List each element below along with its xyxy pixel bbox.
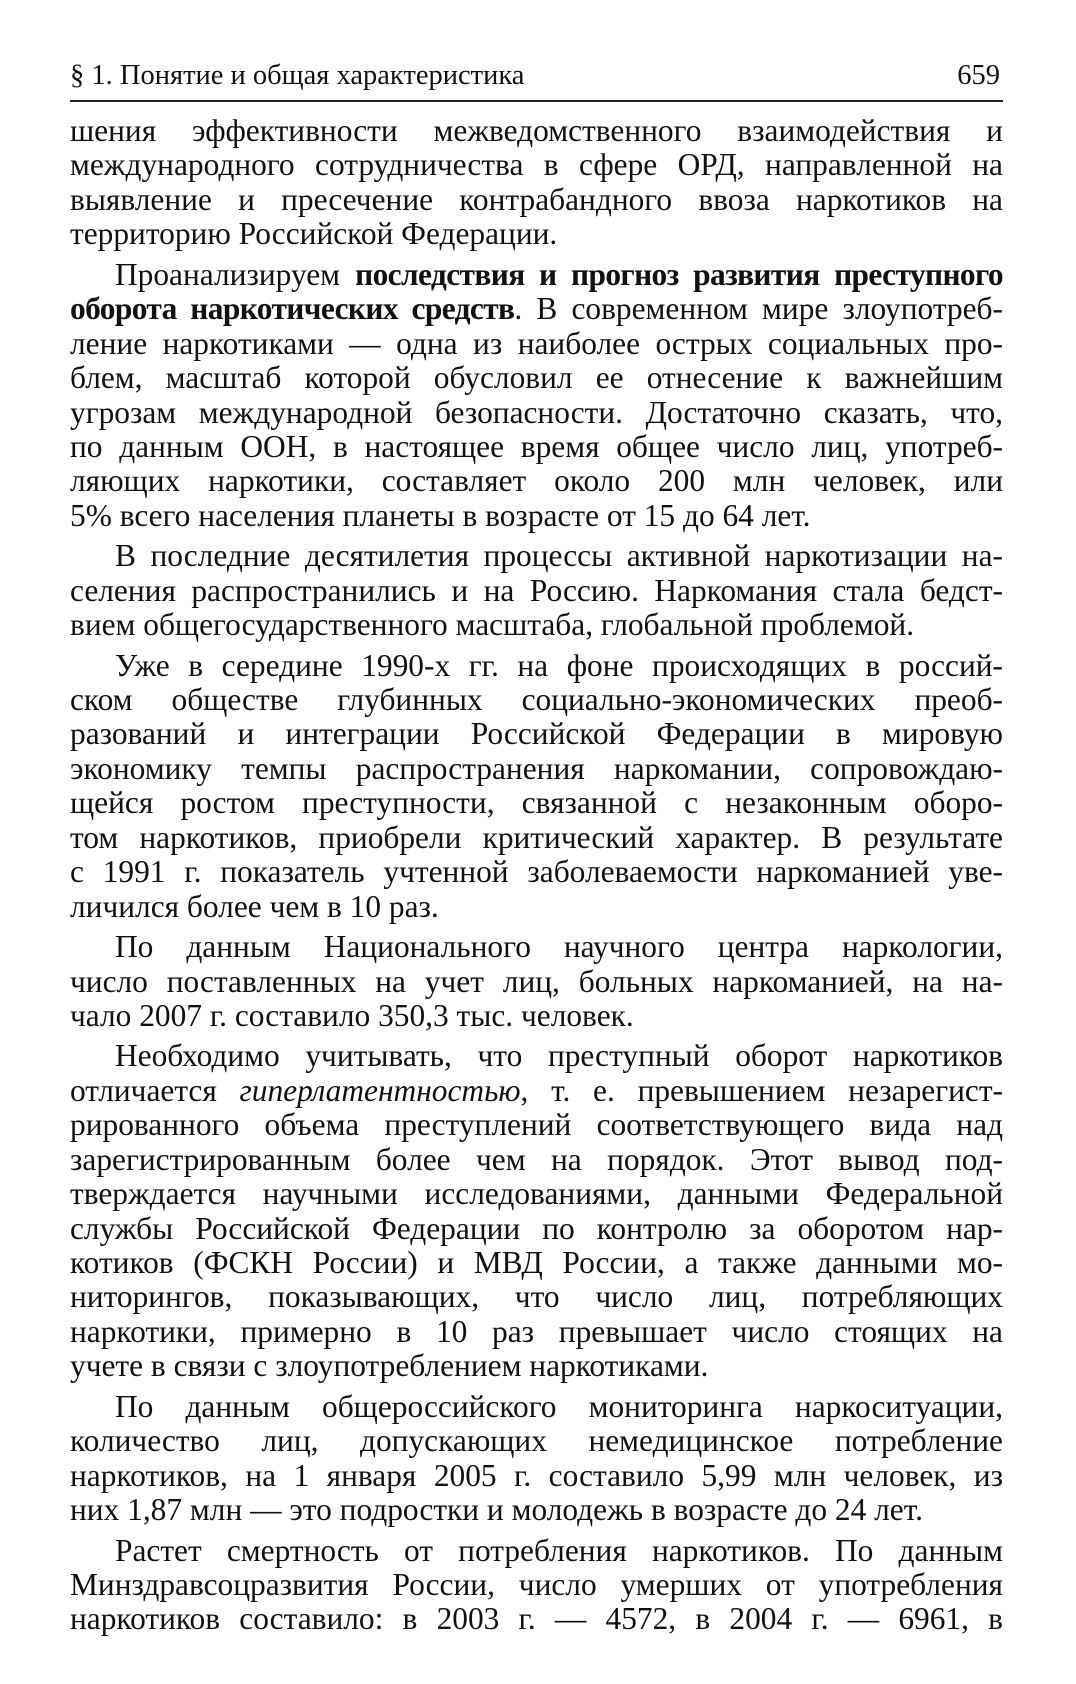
line-text: вием общегосударственного масштаба, глобальной проблемой. xyxy=(70,608,915,643)
line-text: наркотиков, на 1 января 2005 г. составило 5,99 млн человек, из xyxy=(70,1458,1003,1493)
text-line xyxy=(70,1602,1003,1636)
line-text: учете в связи с злоупотреблением наркотиками. xyxy=(70,1349,709,1384)
line-text: с 1991 г. показатель учтенной заболеваемости наркоманией уве- xyxy=(70,855,1003,890)
text-line xyxy=(70,930,1003,964)
text-line xyxy=(70,855,1003,889)
bold-text: последствия и прогноз развития преступного xyxy=(355,257,1003,292)
text-line xyxy=(70,574,1003,608)
body-text xyxy=(70,114,1003,1637)
text-line xyxy=(70,1459,1003,1493)
line-text: котиков (ФСКН России) и МВД России, а также данными мо- xyxy=(70,1246,1003,1280)
paragraph xyxy=(70,649,1003,925)
line-text: отличается xyxy=(70,1073,240,1108)
line-text: них 1,87 млн — это подростки и молодежь в возрасте до 24 лет. xyxy=(70,1493,923,1528)
line-text: ском обществе глубинных социально-экономических преоб- xyxy=(70,683,1003,717)
text-line xyxy=(70,752,1003,786)
line-text: зарегистрированным более чем на порядок. Этот вывод под- xyxy=(70,1142,1003,1177)
line-text: чало 2007 г. составило 350,3 тыс. человек. xyxy=(70,998,634,1033)
text-line xyxy=(70,1349,1003,1383)
line-text: выявление и пресечение контрабандного ввоза наркотиков на xyxy=(70,182,1003,217)
text-line xyxy=(70,1315,1003,1349)
paragraph xyxy=(70,258,1003,534)
text-line xyxy=(70,786,1003,820)
text-line xyxy=(70,965,1003,999)
line-text: личился более чем в 10 раз. xyxy=(70,889,439,924)
text-line xyxy=(70,217,1003,251)
text-line xyxy=(70,183,1003,217)
line-text: территорию Российской Федерации. xyxy=(70,217,558,252)
text-line xyxy=(70,1212,1003,1246)
text-line xyxy=(70,499,1003,533)
line-text: По данным Национального научного центра наркологии, xyxy=(115,930,1003,965)
text-line xyxy=(70,292,1003,326)
line-text: тверждается научными исследованиями, данными Федеральной xyxy=(70,1177,1003,1212)
paragraph xyxy=(70,539,1003,642)
paragraph xyxy=(70,1390,1003,1528)
text-line xyxy=(70,1246,1003,1280)
line-text: шения эффективности межведомственного взаимодействия и xyxy=(70,114,1003,148)
text-line xyxy=(70,114,1003,148)
text-line xyxy=(70,1074,1003,1108)
line-text: наркотиков составило: в 2003 г. — 4572, в 2004 г. — 6961, в xyxy=(70,1602,1003,1637)
line-text: . В современном мире злоупотреб- xyxy=(514,292,1003,327)
line-text: число поставленных на учет лиц, больных наркоманией, на на- xyxy=(70,964,1003,999)
line-text: блем, масштаб которой обусловил ее отнесение к важнейшим xyxy=(70,361,1003,396)
line-text: ляющих наркотики, составляет около 200 млн человек, или xyxy=(70,464,1003,499)
line-text: селения распространились и на Россию. Наркомания стала бедст- xyxy=(70,573,1003,608)
text-line xyxy=(70,1568,1003,1602)
text-line xyxy=(70,649,1003,683)
line-text: , т. е. превышением незарегист- xyxy=(520,1073,1003,1108)
line-text: международного сотрудничества в сфере ОРД, направленной на xyxy=(70,148,1003,183)
line-text: угрозам международной безопасности. Достаточно сказать, что, xyxy=(70,395,1003,430)
text-line xyxy=(70,148,1003,182)
line-text: разований и интеграции Российской Федерации в мировую xyxy=(70,717,1003,752)
line-text: Проанализируем xyxy=(115,257,356,292)
page-number: 659 xyxy=(957,60,1000,91)
line-text: Необходимо учитывать, что преступный оборот наркотиков xyxy=(115,1039,1003,1074)
section-title: § 1. Понятие и общая характеристика xyxy=(70,60,525,91)
line-text: экономику темпы распространения наркомании, сопровождаю- xyxy=(70,751,1003,786)
line-text: наркотики, примерно в 10 раз превышает число стоящих на xyxy=(70,1314,1003,1349)
text-line xyxy=(70,539,1003,573)
line-text: Минздравсоцразвития России, число умерших от употребления xyxy=(70,1567,1003,1602)
text-line xyxy=(70,1493,1003,1527)
line-text: ление наркотиками — одна из наиболее острых социальных про- xyxy=(70,326,1003,361)
text-line xyxy=(70,1108,1003,1142)
text-line xyxy=(70,430,1003,464)
text-line xyxy=(70,717,1003,751)
line-text: Уже в середине 1990-х гг. на фоне происходящих в россий- xyxy=(115,648,1003,683)
text-line xyxy=(70,683,1003,717)
text-line xyxy=(70,821,1003,855)
text-line xyxy=(70,464,1003,498)
italic-text: гиперлатентностью xyxy=(239,1073,521,1108)
text-line xyxy=(70,1177,1003,1211)
text-line xyxy=(70,1280,1003,1314)
line-text: В последние десятилетия процессы активной наркотизации на- xyxy=(115,539,1003,574)
line-text: щейся ростом преступности, связанной с незаконным оборо- xyxy=(70,786,1003,821)
paragraph xyxy=(70,1039,1003,1383)
text-line xyxy=(70,396,1003,430)
line-text: том наркотиков, приобрели критический характер. В результате xyxy=(70,820,1003,855)
text-line xyxy=(70,361,1003,395)
line-text: количество лиц, допускающих немедицинское потребление xyxy=(70,1424,1003,1459)
text-line xyxy=(70,1534,1003,1568)
running-header xyxy=(70,58,1003,102)
text-line xyxy=(70,258,1003,292)
text-line xyxy=(70,890,1003,924)
text-line xyxy=(70,1143,1003,1177)
text-line xyxy=(70,1390,1003,1424)
text-line xyxy=(70,1039,1003,1073)
text-line xyxy=(70,327,1003,361)
text-line xyxy=(70,608,1003,642)
book-page xyxy=(70,58,1003,1637)
bold-text: оборота наркотических средств xyxy=(70,292,515,327)
line-text: по данным ООН, в настоящее время общее число лиц, употреб- xyxy=(70,429,1003,464)
paragraph xyxy=(70,114,1003,252)
paragraph xyxy=(70,1534,1003,1637)
line-text: службы Российской Федерации по контролю за оборотом нар- xyxy=(70,1211,1003,1246)
paragraph xyxy=(70,930,1003,1033)
text-line xyxy=(70,1424,1003,1458)
line-text: Растет смертность от потребления наркотиков. По данным xyxy=(115,1533,1003,1568)
text-line xyxy=(70,999,1003,1033)
line-text: рированного объема преступлений соответствующего вида над xyxy=(70,1108,1003,1143)
line-text: ниторингов, показывающих, что число лиц, потребляющих xyxy=(70,1280,1003,1315)
line-text: 5% всего населения планеты в возрасте от 15 до 64 лет. xyxy=(70,498,811,533)
line-text: По данным общероссийского мониторинга наркоситуации, xyxy=(115,1389,1003,1424)
